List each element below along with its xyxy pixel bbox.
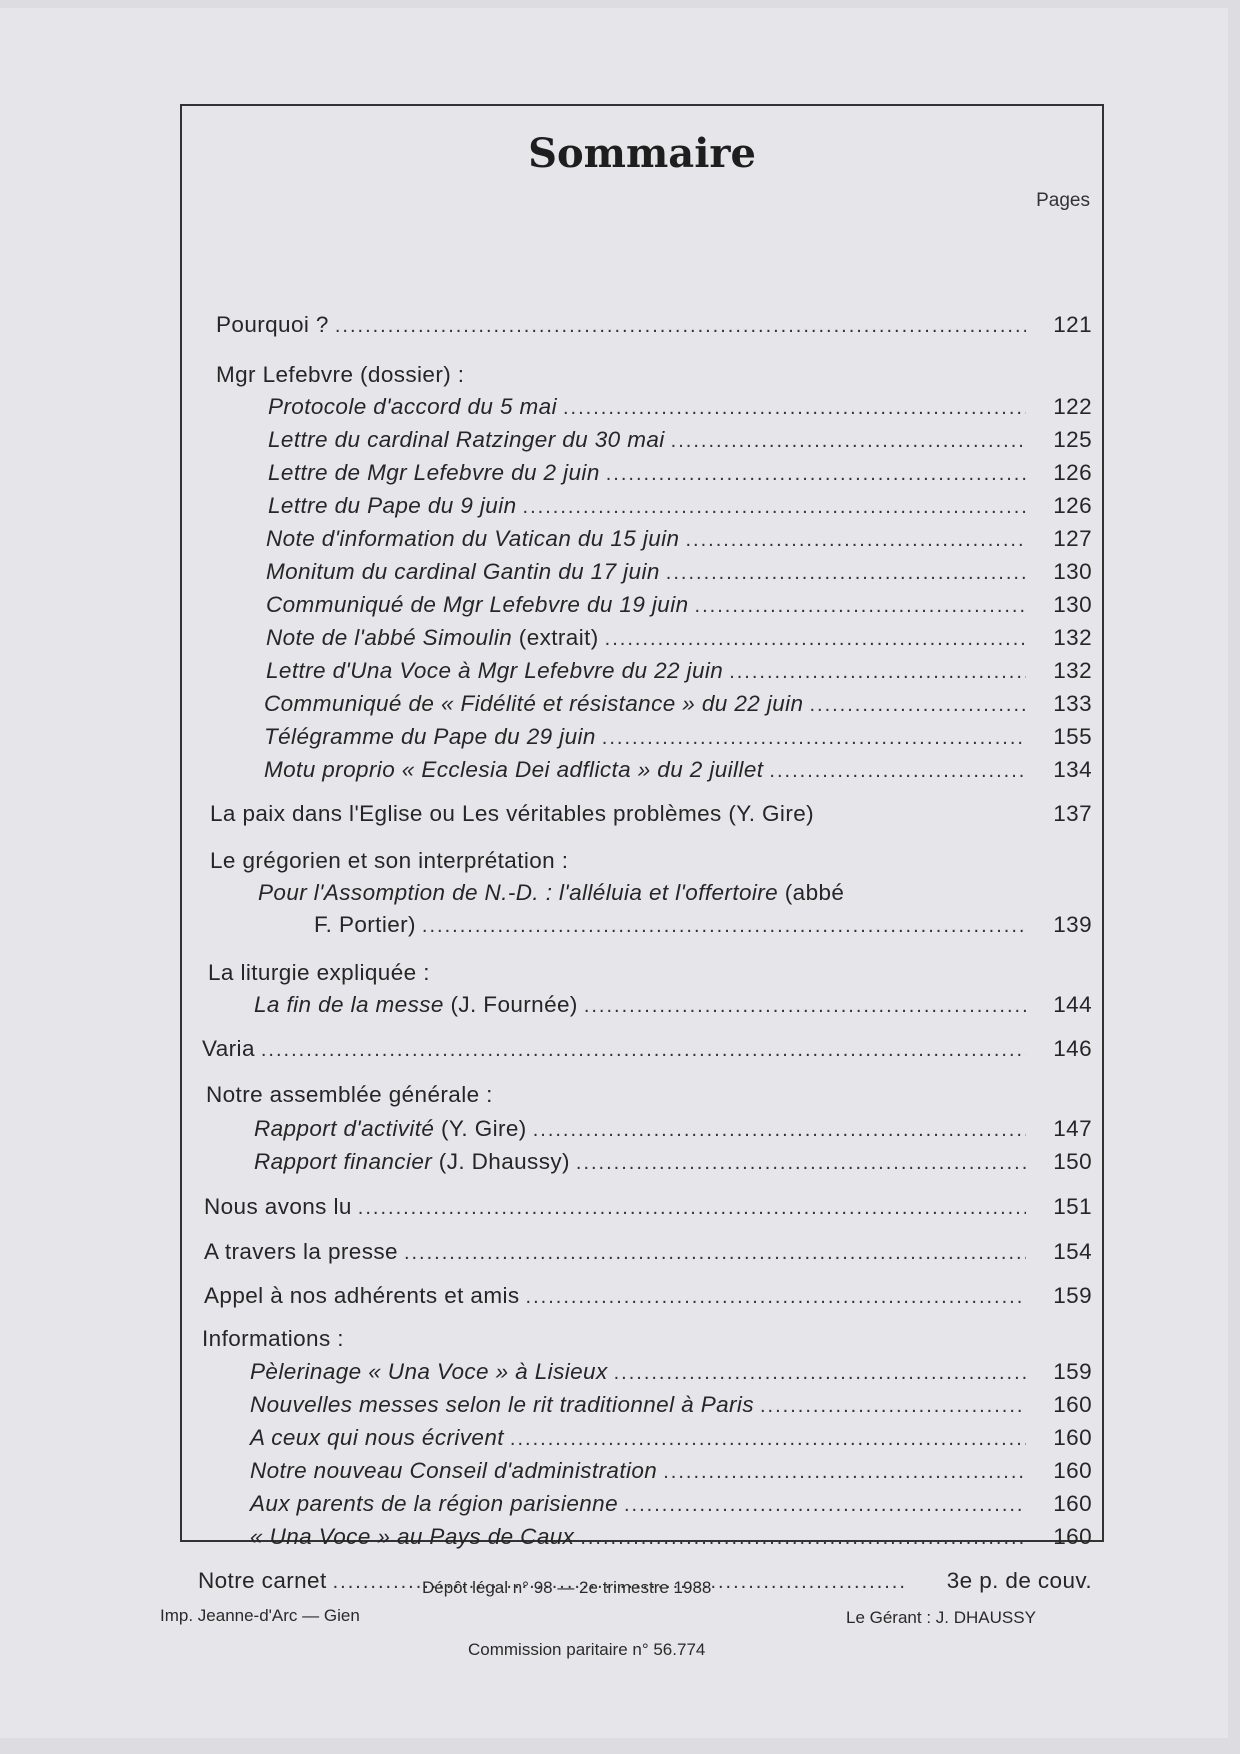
toc-entry[interactable] (268, 460, 1092, 486)
leader-dots (606, 463, 1026, 486)
leader-dots (510, 1428, 1026, 1451)
toc-entry[interactable] (250, 1491, 1092, 1517)
leader-dots (580, 1527, 1026, 1550)
leader-dots (358, 1197, 1026, 1220)
toc-entry-label-rest: (extrait) (512, 625, 599, 650)
toc-entry-label: Nouvelles messes selon le rit traditionnel à Paris (250, 1392, 754, 1417)
toc-entry[interactable] (266, 625, 1092, 651)
toc-entry-page: 160 (1053, 1524, 1092, 1549)
toc-entry[interactable] (266, 658, 1092, 684)
toc-entry-paix[interactable] (210, 801, 1092, 827)
toc-entry-page: 126 (1053, 460, 1092, 485)
leader-dots (809, 694, 1026, 717)
toc-entry-label: Aux parents de la région parisienne (250, 1491, 618, 1516)
leader-dots (533, 1119, 1026, 1142)
toc-entry-label-italic: Rapport financier (254, 1149, 433, 1174)
toc-entry-label: « Una Voce » au Pays de Caux (250, 1524, 575, 1549)
toc-entry-label: Protocole d'accord du 5 mai (268, 394, 557, 419)
page (0, 8, 1228, 1738)
leader-dots (605, 628, 1026, 651)
toc-entry-label-italic: Pour l'Assomption de N.-D. : l'alléluia et l'offertoire (258, 880, 779, 905)
toc-entry-label: Lettre de Mgr Lefebvre du 2 juin (268, 460, 600, 485)
toc-entry[interactable] (250, 1359, 1092, 1385)
toc-entry-label: Note d'information du Vatican du 15 juin (266, 526, 680, 551)
toc-entry-pourquoi[interactable] (216, 312, 1092, 338)
leader-dots (602, 727, 1026, 750)
leader-dots (404, 1242, 1026, 1265)
toc-entry-page: 126 (1053, 493, 1092, 518)
toc-entry-page: 159 (1053, 1283, 1092, 1308)
section-header-gregorien: Le grégorien et son interprétation : (210, 848, 569, 873)
toc-entry-page: 130 (1053, 559, 1092, 584)
leader-dots (695, 595, 1026, 618)
toc-entry[interactable] (250, 1458, 1092, 1484)
toc-entry-label: Notre carnet (198, 1568, 327, 1593)
toc-entry-label: F. Portier) (314, 912, 416, 937)
toc-entry-label: Monitum du cardinal Gantin du 17 juin (266, 559, 660, 584)
leader-dots (335, 315, 1026, 338)
gregorien-entry-line2[interactable] (314, 912, 1092, 938)
toc-entry-label: Appel à nos adhérents et amis (204, 1283, 520, 1308)
toc-entry-page: 151 (1053, 1194, 1092, 1219)
toc-entry-page: 130 (1053, 592, 1092, 617)
toc-entry[interactable] (254, 992, 1092, 1018)
leader-dots (671, 430, 1026, 453)
toc-entry[interactable] (254, 1149, 1092, 1175)
toc-entry-label-italic: Note de l'abbé Simoulin (266, 625, 513, 650)
toc-entry-nous-avons-lu[interactable] (204, 1194, 1092, 1220)
toc-entry-page: 122 (1053, 394, 1092, 419)
toc-entry[interactable] (254, 1116, 1092, 1142)
toc-entry-label: A travers la presse (204, 1239, 398, 1264)
page-title: Sommaire (528, 130, 756, 177)
section-header-liturgie: La liturgie expliquée : (208, 960, 430, 985)
toc-entry-page: 155 (1053, 724, 1092, 749)
leader-dots (576, 1152, 1026, 1175)
section-header-lefebvre: Mgr Lefebvre (dossier) : (216, 362, 465, 387)
toc-entry[interactable] (268, 427, 1092, 453)
toc-entry-page: 134 (1053, 757, 1092, 782)
toc-entry-label: Pourquoi ? (216, 312, 329, 337)
toc-entry-page: 127 (1053, 526, 1092, 551)
toc-entry[interactable] (264, 691, 1092, 717)
toc-entry-page: 150 (1053, 1149, 1092, 1174)
leader-dots (760, 1395, 1026, 1418)
toc-entry-appel[interactable] (204, 1283, 1092, 1309)
toc-entry-page: 146 (1053, 1036, 1092, 1061)
toc-entry-page: 137 (1053, 801, 1092, 826)
toc-entry-page: 160 (1053, 1458, 1092, 1483)
toc-entry[interactable] (264, 757, 1092, 783)
toc-entry[interactable] (266, 559, 1092, 585)
toc-entry-page: 160 (1053, 1491, 1092, 1516)
toc-entry-label-italic: La fin de la messe (254, 992, 444, 1017)
leader-dots (624, 1494, 1026, 1517)
section-header-assemblee: Notre assemblée générale : (206, 1082, 493, 1107)
toc-entry-label-rest: (J. Fournée) (443, 992, 578, 1017)
toc-entry[interactable] (250, 1425, 1092, 1451)
toc-entry-label: Communiqué de « Fidélité et résistance » du 22 juin (264, 691, 804, 716)
toc-entry-page: 160 (1053, 1425, 1092, 1450)
toc-entry-page: 144 (1053, 992, 1092, 1017)
toc-entry-page: 125 (1053, 427, 1092, 452)
toc-entry-label: Lettre du cardinal Ratzinger du 30 mai (268, 427, 665, 452)
pages-column-header: Pages (1036, 190, 1090, 211)
toc-entry-presse[interactable] (204, 1239, 1092, 1265)
toc-entry-label: Motu proprio « Ecclesia Dei adflicta » du 2 juillet (264, 757, 764, 782)
leader-dots (614, 1362, 1026, 1385)
leader-dots (526, 1286, 1026, 1309)
toc-entry-label: Télégramme du Pape du 29 juin (264, 724, 596, 749)
toc-entry-page: 132 (1053, 658, 1092, 683)
toc-entry-label-rest: (Y. Gire) (434, 1116, 527, 1141)
toc-entry-page: 3e p. de couv. (946, 1568, 1092, 1593)
toc-entry-label: Nous avons lu (204, 1194, 352, 1219)
toc-entry-page: 132 (1053, 625, 1092, 650)
toc-entry-page: 160 (1053, 1392, 1092, 1417)
toc-entry-page: 159 (1053, 1359, 1092, 1384)
commission-paritaire: Commission paritaire n° 56.774 (468, 1640, 706, 1659)
leader-dots (563, 397, 1026, 420)
leader-dots (685, 529, 1026, 552)
gerant-credit: Le Gérant : J. DHAUSSY (846, 1608, 1036, 1627)
leader-dots (663, 1461, 1026, 1484)
toc-entry-page: 147 (1053, 1116, 1092, 1141)
toc-entry-page: 133 (1053, 691, 1092, 716)
gregorien-entry-line1[interactable] (258, 880, 844, 906)
leader-dots (729, 661, 1026, 684)
leader-dots (666, 562, 1026, 585)
toc-entry-label: Pèlerinage « Una Voce » à Lisieux (250, 1359, 608, 1384)
toc-entry-page: 121 (1053, 312, 1092, 337)
toc-entry-varia[interactable] (202, 1036, 1092, 1062)
toc-entry[interactable] (266, 592, 1092, 618)
leader-dots (261, 1039, 1026, 1062)
toc-entry-label: A ceux qui nous écrivent (250, 1425, 504, 1450)
depot-legal: Dépôt légal n° 98 — 2e trimestre 1988 (422, 1578, 712, 1597)
toc-entry-label: Lettre d'Una Voce à Mgr Lefebvre du 22 juin (266, 658, 724, 683)
toc-entry-label: Varia (202, 1036, 255, 1061)
leader-dots (584, 995, 1026, 1018)
leader-dots (523, 496, 1026, 519)
toc-entry[interactable] (250, 1392, 1092, 1418)
toc-entry-label-rest: (J. Dhaussy) (432, 1149, 570, 1174)
section-header-informations: Informations : (202, 1326, 344, 1351)
toc-entry-label-rest: (abbé (778, 880, 845, 905)
toc-entry-page: 139 (1053, 912, 1092, 937)
printer-credit: Imp. Jeanne-d'Arc — Gien (160, 1606, 360, 1625)
toc-entry-label: Communiqué de Mgr Lefebvre du 19 juin (266, 592, 689, 617)
toc-entry-label: La paix dans l'Eglise ou Les véritables problèmes (Y. Gire) (210, 801, 815, 826)
leader-dots (422, 915, 1026, 938)
toc-entry[interactable] (268, 394, 1092, 420)
toc-entry[interactable] (266, 526, 1092, 552)
leader-dots (769, 760, 1026, 783)
toc-entry[interactable] (268, 493, 1092, 519)
toc-entry[interactable] (250, 1524, 1092, 1550)
toc-entry[interactable] (264, 724, 1092, 750)
toc-entry-page: 154 (1053, 1239, 1092, 1264)
toc-entry-label: Notre nouveau Conseil d'administration (250, 1458, 658, 1483)
toc-entry-label-italic: Rapport d'activité (254, 1116, 435, 1141)
toc-entry-label: Lettre du Pape du 9 juin (268, 493, 517, 518)
